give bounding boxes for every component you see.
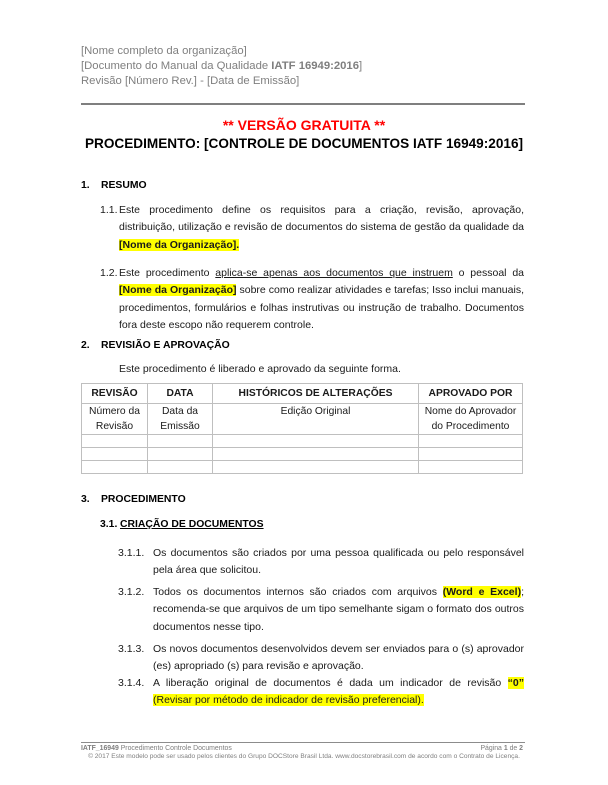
item-3-1-2-text-a: Todos os documentos internos são criados com arquivos [153, 586, 443, 598]
free-version-banner: ** VERSÃO GRATUITA ** [222, 117, 386, 133]
table-row [82, 404, 523, 435]
paragraph-1-2 [100, 265, 524, 335]
header-divider [81, 103, 525, 105]
empty-cell[interactable] [213, 435, 419, 448]
item-3-1-4 [118, 675, 524, 710]
paragraph-1-2-number: 1.2. [100, 267, 118, 279]
item-3-1-4-highlight-bold: “0” [507, 677, 524, 689]
item-3-1-4-number: 3.1.4. [118, 677, 145, 689]
header-revision: Revisão [Número Rev.] - [Data de Emissão] [81, 75, 300, 87]
footer-page-number [480, 745, 523, 752]
empty-cell[interactable] [82, 461, 148, 474]
cell-issue-date[interactable]: Data da Emissão [148, 404, 213, 435]
section-1-heading [81, 180, 147, 191]
footer-divider [81, 742, 525, 743]
column-header-revision: REVISÃO [82, 384, 148, 404]
header-doc-title [81, 59, 362, 74]
table-row [82, 461, 523, 474]
section-3-number: 3. [81, 494, 90, 505]
paragraph-1-1-highlight: [Nome da Organização]. [119, 238, 240, 251]
section-2-title: REVISIÃO E APROVAÇÃO [101, 340, 230, 351]
item-3-1-2-highlight: (Word e Excel) [442, 586, 522, 598]
paragraph-1-2-text-a: Este procedimento [119, 267, 216, 279]
cell-history[interactable]: Edição Original [213, 404, 419, 435]
column-header-approved-by: APROVADO POR [419, 384, 523, 404]
section-2-number: 2. [81, 340, 90, 351]
header-doc-standard: IATF 16949:2016 [271, 60, 360, 72]
revision-table [81, 383, 523, 474]
paragraph-1-1-text: Este procedimento define os requisitos para a criação, revisão, aprovação, distribuição, utilização e revisão de documentos do sistema de gestão da qualidade da [119, 204, 524, 234]
paragraph-1-2-text-c: sobre como realizar atividades e tarefas; Isso inclui manuais, procedimentos, formulários e folhas instrutivas ou instrução de trabalho. Documentos fora deste escopo não requerem controle. [119, 284, 524, 332]
footer-page-current: 1 [503, 745, 508, 752]
paragraph-1-2-text-b: o pessoal da [452, 267, 525, 279]
item-3-1-3-number: 3.1.3. [118, 643, 145, 655]
paragraph-1-2-underlined: aplica-se apenas aos documentos que instruem [215, 267, 453, 279]
item-3-1-1-number: 3.1.1. [118, 547, 145, 559]
footer-doc-code: IATF_16949 [81, 745, 119, 752]
item-3-1-3-text: Os novos documentos desenvolvidos devem ser enviados para o (s) aprovador (es) apropriado (s) para revisão e aprovação. [153, 643, 524, 673]
item-3-1-4-highlight: (Revisar por método de indicador de revisão preferencial). [153, 694, 424, 707]
section-3-heading [81, 494, 186, 505]
document-title: PROCEDIMENTO: [CONTROLE DE DOCUMENTOS IATF 16949:2016] [84, 136, 524, 151]
header-doc-prefix: [Documento do Manual da Qualidade [81, 60, 272, 72]
item-3-1-2-number: 3.1.2. [118, 586, 145, 598]
column-header-date: DATA [148, 384, 213, 404]
item-3-1-2 [118, 584, 524, 636]
empty-cell[interactable] [419, 435, 523, 448]
footer-page-label: Página [480, 745, 504, 752]
empty-cell[interactable] [419, 448, 523, 461]
paragraph-1-2-highlight: [Nome da Organização] [119, 284, 237, 297]
section-1-number: 1. [81, 180, 90, 191]
footer-doc-name [81, 745, 232, 752]
section-2-intro: Este procedimento é liberado e aprovado da seguinte forma. [119, 363, 401, 375]
item-3-1-4-text-a: A liberação original de documentos é dada um indicador de revisão [153, 677, 508, 689]
empty-cell[interactable] [213, 448, 419, 461]
header-doc-suffix: ] [359, 60, 363, 72]
item-3-1-3 [118, 641, 524, 676]
footer-doc-title: Procedimento Controle Documentos [118, 745, 232, 752]
item-3-1-1-text: Os documentos são criados por uma pessoa qualificada ou pelo responsável pela área que solicitou. [153, 547, 524, 577]
subsection-3-1-heading [100, 519, 264, 530]
cell-revision-number[interactable]: Número da Revisão [82, 404, 148, 435]
footer-copyright: © 2017 Este modelo pode ser usado pelos clientes do Grupo DOCStore Brasil Ltda. www.docstorebrasil.com de acordo com o Contrato de Licença. [88, 753, 520, 760]
header-org-name: [Nome completo da organização] [81, 45, 247, 57]
empty-cell[interactable] [419, 461, 523, 474]
column-header-history: HISTÓRICOS DE ALTERAÇÕES [213, 384, 419, 404]
empty-cell[interactable] [148, 461, 213, 474]
paragraph-1-1-number: 1.1. [100, 204, 118, 216]
item-3-1-2-text-b: ; recomenda-se que arquivos de um tipo semelhante sigam o formato dos outros documentos nesse tipo. [153, 586, 524, 633]
empty-cell[interactable] [213, 461, 419, 474]
section-2-heading [81, 340, 230, 351]
table-row [82, 448, 523, 461]
table-row [82, 435, 523, 448]
section-3-title: PROCEDIMENTO [101, 494, 186, 505]
paragraph-1-1 [100, 202, 524, 254]
footer-page-total: 2 [519, 745, 523, 752]
empty-cell[interactable] [82, 448, 148, 461]
empty-cell[interactable] [82, 435, 148, 448]
empty-cell[interactable] [148, 448, 213, 461]
empty-cell[interactable] [148, 435, 213, 448]
cell-approver[interactable]: Nome do Aprovador do Procedimento [419, 404, 523, 435]
subsection-3-1-number: 3.1. [100, 519, 118, 530]
subsection-3-1-title: CRIAÇÃO DE DOCUMENTOS [120, 519, 264, 530]
revision-table-header-row [82, 384, 523, 404]
item-3-1-1 [118, 545, 524, 580]
footer-page-of: de [507, 745, 520, 752]
section-1-title: RESUMO [101, 180, 147, 191]
